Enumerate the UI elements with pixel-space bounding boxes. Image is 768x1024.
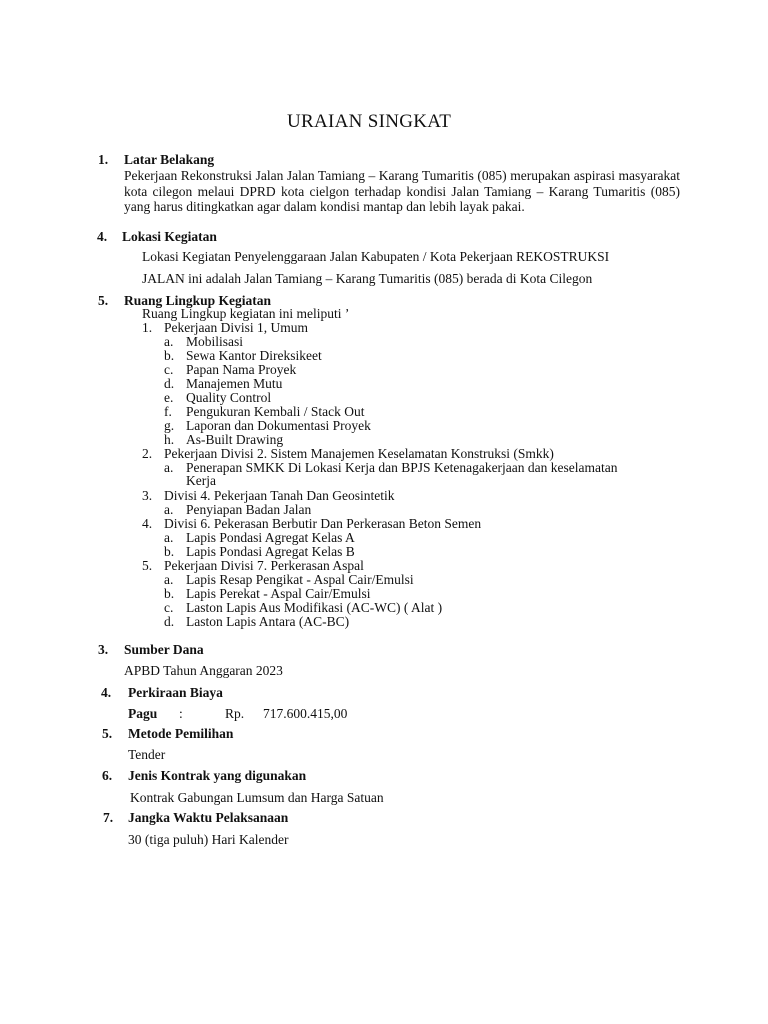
pagu-colon: : bbox=[179, 706, 183, 721]
pagu-currency: Rp. bbox=[225, 706, 245, 721]
section-number-biaya: 4. bbox=[101, 685, 112, 700]
group-label: Divisi 6. Pekerasan Berbutir Dan Perkerasan Beton Semen bbox=[164, 516, 482, 531]
list-item: Laston Lapis Aus Modifikasi (AC-WC) ( Alat ) bbox=[186, 600, 443, 615]
item-letter: e. bbox=[164, 390, 174, 405]
pagu-label: Pagu bbox=[128, 706, 158, 721]
kontrak-text: Kontrak Gabungan Lumsum dan Harga Satuan bbox=[130, 790, 384, 805]
list-item: Papan Nama Proyek bbox=[186, 362, 297, 377]
waktu-text: 30 (tiga puluh) Hari Kalender bbox=[128, 832, 289, 847]
item-letter: a. bbox=[164, 502, 174, 517]
list-item: Lapis Pondasi Agregat Kelas B bbox=[186, 544, 355, 559]
group-number: 1. bbox=[142, 320, 153, 335]
item-letter: b. bbox=[164, 348, 175, 363]
list-item: As-Built Drawing bbox=[186, 432, 284, 447]
list-item-continuation: Kerja bbox=[186, 473, 216, 488]
latar-paragraph: Pekerjaan Rekonstruksi Jalan Jalan Tamiang – Karang Tumaritis (085) merupakan aspirasi masyarakat kota cilegon melaui DPRD kota cielgon terhadap kondisi Jalan Tamiang – Karang Tumaritis (085) yang harus ditingkatkan agar dalam kondisi mantap dan lebih layak pakai. bbox=[124, 168, 680, 214]
item-letter: c. bbox=[164, 600, 174, 615]
section-title-ruang: Ruang Lingkup Kegiatan bbox=[124, 293, 272, 308]
item-letter: h. bbox=[164, 432, 175, 447]
group-label: Pekerjaan Divisi 1, Umum bbox=[164, 320, 308, 335]
item-letter: d. bbox=[164, 614, 175, 629]
section-title-sumber: Sumber Dana bbox=[124, 642, 204, 657]
group-number: 5. bbox=[142, 558, 153, 573]
list-item: Sewa Kantor Direksikeet bbox=[186, 348, 322, 363]
section-title-waktu: Jangka Waktu Pelaksanaan bbox=[128, 810, 289, 825]
section-number-metode: 5. bbox=[102, 726, 113, 741]
list-item: Lapis Pondasi Agregat Kelas A bbox=[186, 530, 355, 545]
pagu-amount: 717.600.415,00 bbox=[263, 706, 348, 721]
ruang-intro: Ruang Lingkup kegiatan ini meliputi ’ bbox=[142, 306, 350, 321]
item-letter: f. bbox=[164, 404, 172, 419]
section-title-latar: Latar Belakang bbox=[124, 152, 215, 167]
lokasi-line-1: Lokasi Kegiatan Penyelenggaraan Jalan Kabupaten / Kota Pekerjaan REKOSTRUKSI bbox=[142, 249, 610, 264]
item-letter: b. bbox=[164, 586, 175, 601]
section-number-latar: 1. bbox=[98, 152, 109, 167]
list-item: Laporan dan Dokumentasi Proyek bbox=[186, 418, 371, 433]
lokasi-line-2: JALAN ini adalah Jalan Tamiang – Karang Tumaritis (085) berada di Kota Cilegon bbox=[142, 271, 593, 286]
item-letter: a. bbox=[164, 460, 174, 475]
section-number-ruang: 5. bbox=[98, 293, 109, 308]
list-item: Penerapan SMKK Di Lokasi Kerja dan BPJS Ketenagakerjaan dan keselamatan bbox=[186, 460, 618, 475]
section-title-kontrak: Jenis Kontrak yang digunakan bbox=[128, 768, 307, 783]
item-letter: a. bbox=[164, 530, 174, 545]
section-number-kontrak: 6. bbox=[102, 768, 113, 783]
section-number-waktu: 7. bbox=[103, 810, 114, 825]
group-label: Divisi 4. Pekerjaan Tanah Dan Geosintetik bbox=[164, 488, 395, 503]
sumber-text: APBD Tahun Anggaran 2023 bbox=[124, 663, 283, 678]
list-item: Lapis Perekat - Aspal Cair/Emulsi bbox=[186, 586, 371, 601]
metode-text: Tender bbox=[128, 747, 166, 762]
section-number-lokasi: 4. bbox=[97, 229, 108, 244]
list-item: Penyiapan Badan Jalan bbox=[186, 502, 312, 517]
list-item: Manajemen Mutu bbox=[186, 376, 283, 391]
item-letter: a. bbox=[164, 334, 174, 349]
item-letter: b. bbox=[164, 544, 175, 559]
group-label: Pekerjaan Divisi 7. Perkerasan Aspal bbox=[164, 558, 364, 573]
group-number: 3. bbox=[142, 488, 153, 503]
list-item: Laston Lapis Antara (AC-BC) bbox=[186, 614, 350, 629]
list-item: Lapis Resap Pengikat - Aspal Cair/Emulsi bbox=[186, 572, 414, 587]
item-letter: c. bbox=[164, 362, 174, 377]
section-title-metode: Metode Pemilihan bbox=[128, 726, 234, 741]
group-number: 2. bbox=[142, 446, 153, 461]
section-title-lokasi: Lokasi Kegiatan bbox=[122, 229, 217, 244]
group-label: Pekerjaan Divisi 2. Sistem Manajemen Keselamatan Konstruksi (Smkk) bbox=[164, 446, 554, 461]
list-item: Mobilisasi bbox=[186, 334, 244, 349]
document-title: URAIAN SINGKAT bbox=[287, 111, 452, 132]
section-title-biaya: Perkiraan Biaya bbox=[128, 685, 223, 700]
section-number-sumber: 3. bbox=[98, 642, 109, 657]
item-letter: a. bbox=[164, 572, 174, 587]
list-item: Pengukuran Kembali / Stack Out bbox=[186, 404, 365, 419]
item-letter: d. bbox=[164, 376, 175, 391]
list-item: Quality Control bbox=[186, 390, 272, 405]
item-letter: g. bbox=[164, 418, 175, 433]
group-number: 4. bbox=[142, 516, 153, 531]
